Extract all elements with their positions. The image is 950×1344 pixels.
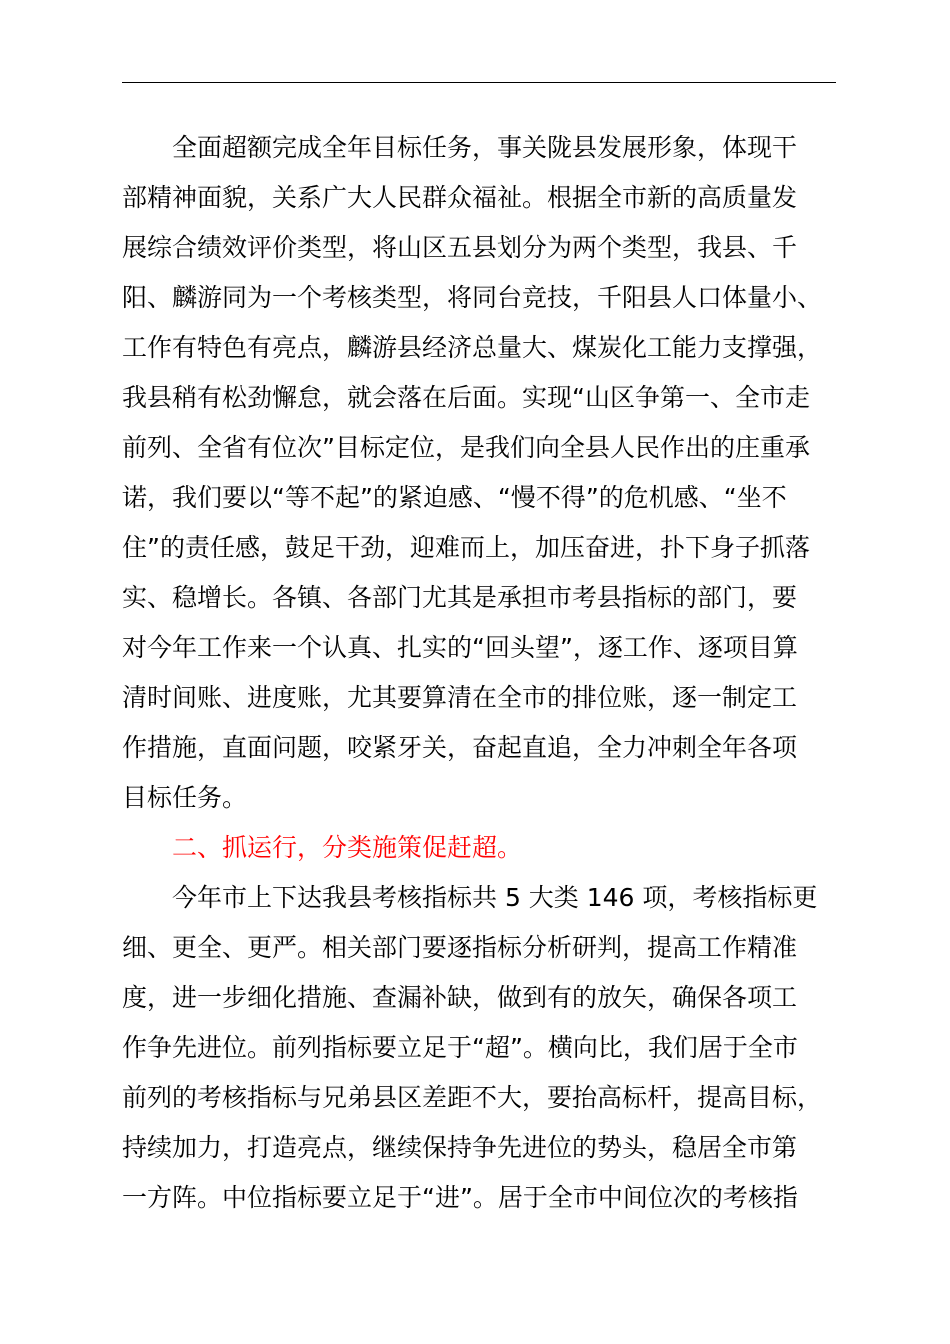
paragraph-line: 阳、麟游同为一个考核类型，将同台竞技，千阳县人口体量小、: [122, 283, 823, 312]
paragraph-line: 部精神面貌，关系广大人民群众福祉。根据全市新的高质量发: [122, 183, 798, 212]
paragraph-line: 前列的考核指标与兄弟县区差距不大，要抬高标杆，提高目标，: [122, 1083, 823, 1112]
paragraph-line: 实、稳增长。各镇、各部门尤其是承担市考县指标的部门，要: [122, 583, 798, 612]
paragraph-line: 细、更全、更严。相关部门要逐指标分析研判，提高工作精准: [122, 933, 798, 962]
paragraph-line: 持续加力，打造亮点，继续保持争先进位的势头，稳居全市第: [122, 1133, 798, 1162]
paragraph-line: 诺，我们要以“等不起”的紧迫感、“慢不得”的危机感、“坐不: [122, 483, 787, 512]
paragraph-line: 作争先进位。前列指标要立足于“超”。横向比，我们居于全市: [122, 1033, 798, 1062]
paragraph-line: 住”的责任感，鼓足干劲，迎难而上，加压奋进，扑下身子抓落: [122, 533, 810, 562]
paragraph-line: 度，进一步细化措施、查漏补缺，做到有的放矢，确保各项工: [122, 983, 798, 1012]
section-heading: 二、抓运行，分类施策促赶超。: [172, 833, 523, 862]
paragraph-line: 我县稍有松劲懈怠，就会落在后面。实现“山区争第一、全市走: [122, 383, 810, 412]
paragraph-line: 一方阵。中位指标要立足于“进”。居于全市中间位次的考核指: [122, 1183, 798, 1212]
paragraph-line: 作措施，直面问题，咬紧牙关，奋起直追，全力冲刺全年各项: [122, 733, 798, 762]
document-body: [122, 123, 842, 1223]
paragraph-line: 目标任务。: [122, 783, 248, 812]
paragraph-line: 清时间账、进度账，尤其要算清在全市的排位账，逐一制定工: [122, 683, 798, 712]
paragraph-line: 前列、全省有位次”目标定位，是我们向全县人民作出的庄重承: [122, 433, 810, 462]
paragraph-line: 工作有特色有亮点，麟游县经济总量大、煤炭化工能力支撑强，: [122, 333, 823, 362]
paragraph-line: 展综合绩效评价类型，将山区五县划分为两个类型，我县、千: [122, 233, 798, 262]
header-rule: [122, 82, 836, 83]
paragraph-line: 全面超额完成全年目标任务，事关陇县发展形象，体现干: [172, 133, 798, 162]
paragraph-line: 今年市上下达我县考核指标共 5 大类 146 项，考核指标更: [172, 883, 818, 912]
paragraph-line: 对今年工作来一个认真、扎实的“回头望”，逐工作、逐项目算: [122, 633, 798, 662]
